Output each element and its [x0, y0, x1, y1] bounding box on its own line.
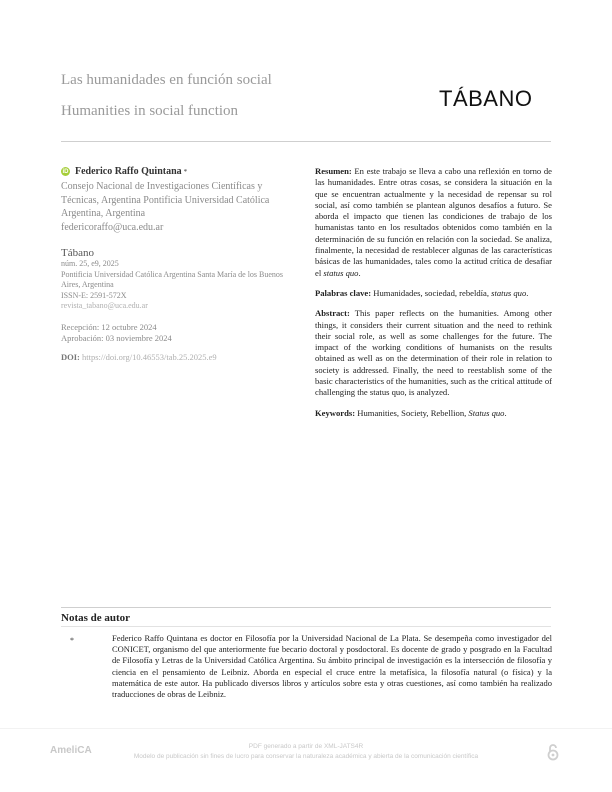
- keywords-paragraph: [315, 408, 552, 419]
- author-name: Federico Raffo Quintana: [75, 166, 182, 177]
- notes-divider: [61, 607, 551, 608]
- orcid-icon[interactable]: iD: [62, 168, 69, 175]
- notes-title: Notas de autor: [61, 612, 131, 624]
- journal-name: Tábano: [61, 247, 94, 259]
- journal-contact[interactable]: revista_tabano@uca.edu.ar: [61, 301, 148, 310]
- doi-label: DOI:: [61, 351, 80, 362]
- abstract-text: This paper reflects on the humanities. Among other things, it considers their current situation and the need to rethink their social role, as well as some challenges for the future. The impact of the working conditions of humanists on the results obtained as well as on the determination of their role in relation to society is addressed. Finally, the need to reestablish some of the basic characteristics of the humanities, such as the critical attitude of challenging the status quo, is analyzed.: [315, 308, 552, 398]
- affiliation-line: Técnicas, Argentina Pontificia Universidad Católica: [61, 194, 270, 206]
- author-line: [61, 166, 291, 177]
- title-spanish: Las humanidades en función social: [61, 72, 272, 88]
- keywords-end: .: [504, 407, 507, 418]
- abstract-label: Abstract:: [315, 308, 350, 319]
- resumen-text: En este trabajo se lleva a cabo una reflexión en torno de las humanidades. Entre otras cosas, se considera la situación en la que se encuentran actualmente y la necesidad de repensar su rol social, así como también se plantean algunos desafíos a futuro. Se aborda el impacto que tienen las condiciones de trabajo de los humanistas tanto en los resultados obtenidos como también en la determinación de su función en relación con la sociedad. Se analiza, finalmente, la necesidad de restablecer algunas de las características básicas de las humanidades, tales como la actitud crítica de desafiar el: [315, 166, 552, 278]
- journal-publisher: Pontificia Universidad Católica Argentina Santa María de los Buenos: [61, 269, 284, 279]
- keywords-label: Keywords:: [315, 407, 356, 418]
- palabras-end: .: [526, 287, 529, 298]
- resumen-end: .: [358, 267, 361, 278]
- journal-publisher: Aires, Argentina: [61, 280, 114, 289]
- doi-line: [61, 352, 291, 363]
- resumen-paragraph: [315, 166, 552, 279]
- journal-issn: ISSN-E: 2591-572X: [61, 290, 127, 300]
- open-access-icon: [546, 743, 560, 766]
- resumen-italic: status quo: [323, 267, 359, 278]
- footer-model: Modelo de publicación sin fines de lucro para conservar la naturaleza académica y abierta de la comunicación científica: [133, 753, 479, 760]
- palabras-italic: status quo: [491, 287, 527, 298]
- journal-issue: núm. 25, e9, 2025: [61, 259, 119, 268]
- header-divider: [61, 141, 551, 142]
- author-marker: *: [183, 167, 188, 176]
- approved-date: Aprobación: 03 noviembre 2024: [61, 332, 172, 343]
- palabras-text: Humanidades, sociedad, rebeldía,: [373, 287, 489, 298]
- palabras-paragraph: [315, 288, 552, 299]
- metadata-column: [61, 166, 291, 363]
- abstract-column: [315, 166, 552, 428]
- affiliation-line: Consejo Nacional de Investigaciones Científicas y: [61, 181, 263, 192]
- palabras-label: Palabras clave:: [315, 287, 372, 298]
- resumen-label: Resumen:: [315, 166, 352, 176]
- journal-logo: TÁBANO: [439, 86, 533, 111]
- keywords-italic: Status quo: [468, 407, 505, 418]
- abstract-paragraph: [315, 308, 552, 398]
- footer-divider: [0, 728, 612, 729]
- author-email[interactable]: federicoraffo@uca.edu.ar: [61, 221, 164, 233]
- doi-link[interactable]: https://doi.org/10.46553/tab.25.2025.e9: [82, 351, 217, 362]
- note-text: Federico Raffo Quintana es doctor en Filosofía por la Universidad Nacional de La Plata. Se desempeña como investigador del CONICET, organismo del que anteriormente fue becario doctoral y posdoctoral. Es docente de grado y posgrado en la Facultad de Filosofía y Letras de la Universidad Católica Argentina. Su ámbito principal de investigación es la intersección de filosofía y ciencia en el pensamiento de Leibniz. Aborda en especial el cruce entre la metafísica, la filosofía natural (o física) y la matemática de este autor. Ha publicado diversos libros y artículos sobre esta y otras cuestiones, así como también ha realizado traducciones de obras de Leibniz.: [112, 633, 552, 700]
- author-affiliation: [61, 180, 291, 234]
- notes-divider-bottom: [61, 626, 551, 627]
- amelica-logo: AmeliCA: [50, 745, 92, 756]
- footer-generated: PDF generado a partir de XML-JATS4R: [248, 743, 364, 750]
- received-date: Recepción: 12 octubre 2024: [61, 321, 157, 332]
- keywords-text: Humanities, Society, Rebellion,: [357, 407, 467, 418]
- title-english: Humanities in social function: [61, 103, 239, 119]
- note-marker: *: [70, 636, 74, 645]
- affiliation-line: Argentina, Argentina: [61, 208, 146, 219]
